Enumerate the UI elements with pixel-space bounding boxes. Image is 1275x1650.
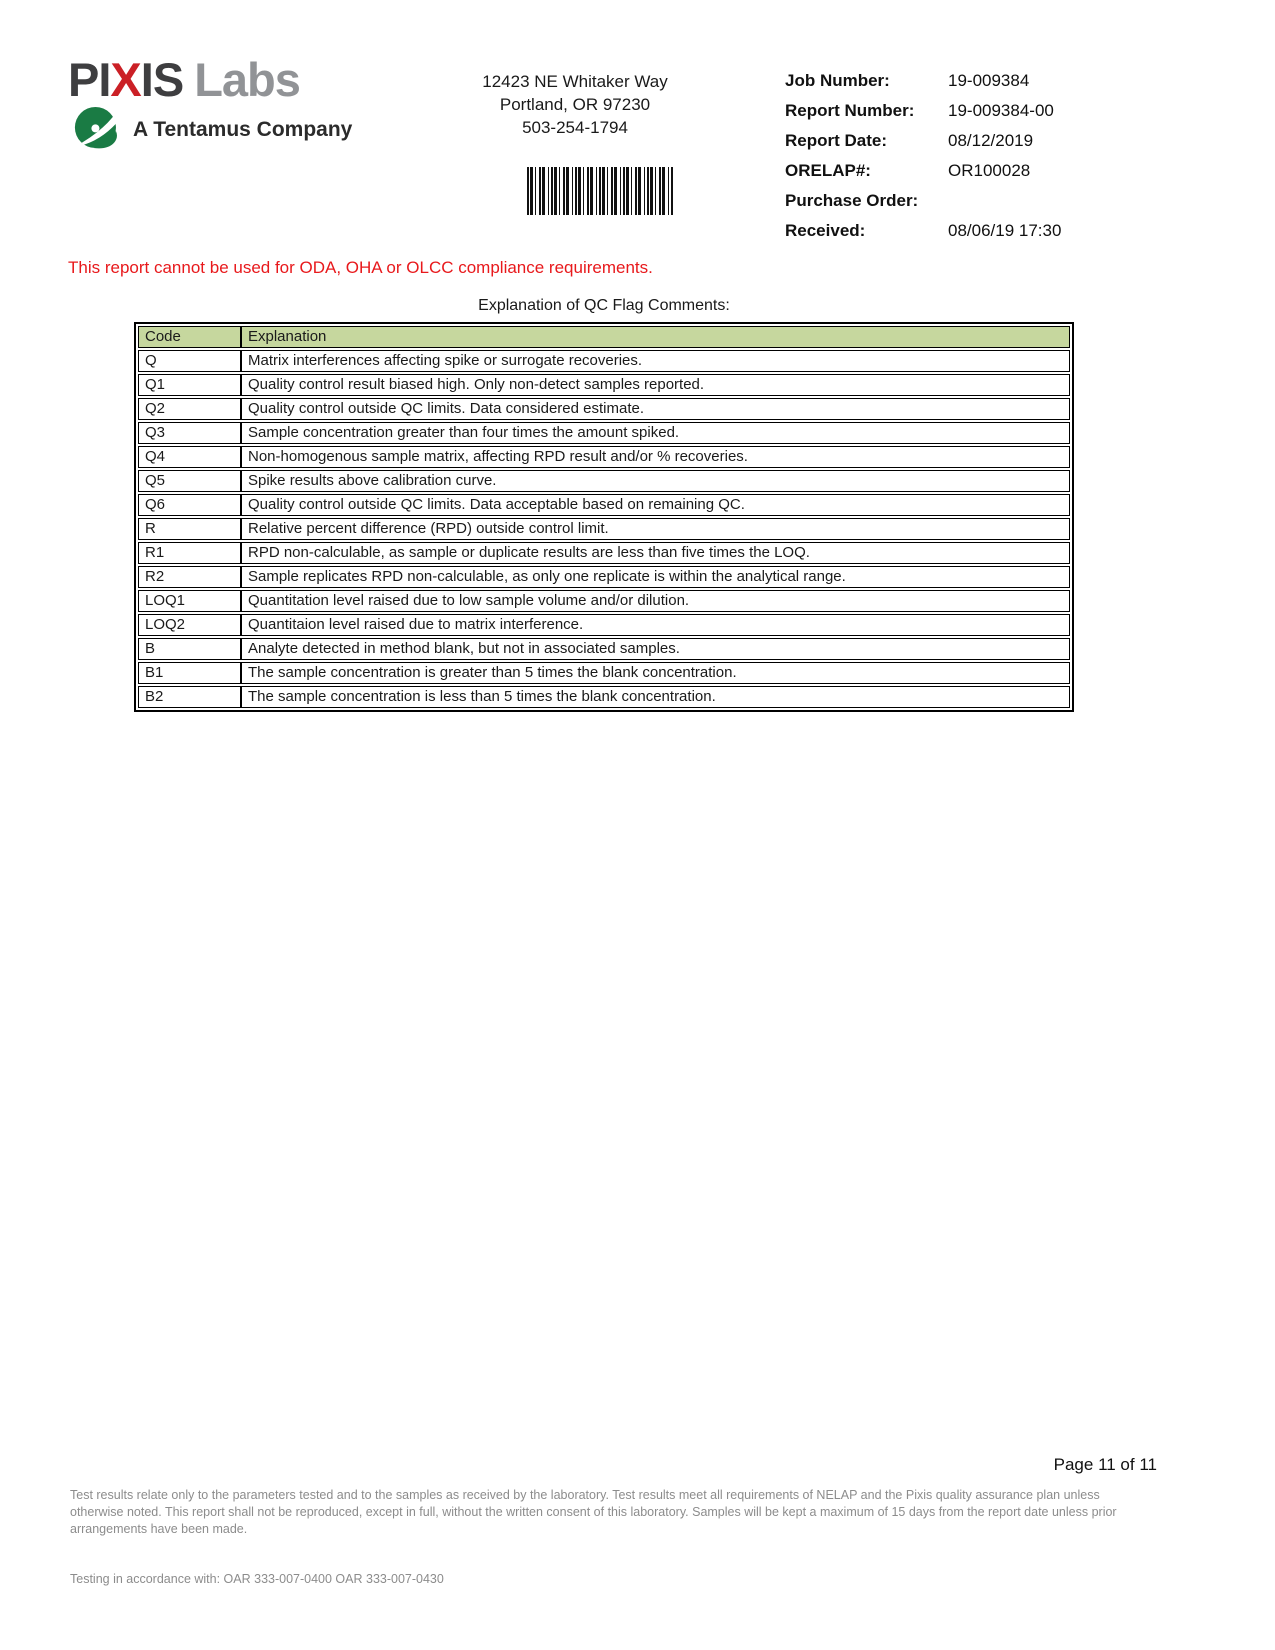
table-row (138, 374, 1070, 396)
qc-explanation-cell: Quality control result biased high. Only non-detect samples reported. (241, 375, 1069, 395)
qc-explanation-cell: RPD non-calculable, as sample or duplicate results are less than five times the LOQ. (241, 543, 1069, 563)
qc-explanation-cell: Relative percent difference (RPD) outside control limit. (241, 519, 1069, 539)
footer-disclaimer-line: otherwise noted. This report shall not be reproduced, except in full, without the written consent of this laboratory. Samples will be kept a maximum of 15 days from the report date unless prior (70, 1505, 1117, 1519)
qc-explanation-cell: Quality control outside QC limits. Data considered estimate. (241, 399, 1069, 419)
qc-explanation-cell: Quantitation level raised due to low sample volume and/or dilution. (241, 591, 1069, 611)
logo-wordmark (68, 53, 352, 106)
qc-code-cell: R1 (139, 543, 241, 563)
qc-explanation-cell: The sample concentration is less than 5 times the blank concentration. (241, 687, 1069, 707)
qc-explanation-cell: Spike results above calibration curve. (241, 471, 1069, 491)
logo-tagline: A Tentamus Company (133, 118, 353, 141)
job-info-value: 19-009384-00 (948, 101, 1054, 120)
address-line-3: 503-254-1794 (522, 118, 628, 137)
table-row (138, 686, 1070, 708)
qc-code-cell: Q2 (139, 399, 241, 419)
job-info-label: Job Number: (785, 71, 890, 90)
qc-code-cell: Q6 (139, 495, 241, 515)
table-row (138, 518, 1070, 540)
logo-wordmark-pi: PI (68, 53, 111, 106)
footer-disclaimer (70, 1487, 1180, 1538)
job-info-value: 08/12/2019 (948, 131, 1034, 150)
table-row (138, 662, 1070, 684)
compliance-note: This report cannot be used for ODA, OHA or OLCC compliance requirements. (68, 258, 653, 277)
job-info-row (785, 70, 1205, 91)
footer-disclaimer-line: Test results relate only to the parameters tested and to the samples as received by the laboratory. Test results meet all requirements of NELAP and the Pixis quality assurance plan unless (70, 1488, 1100, 1502)
table-row (138, 422, 1070, 444)
qc-code-cell: B1 (139, 663, 241, 683)
job-info-row (785, 130, 1205, 151)
page-number: Page 11 of 11 (1053, 1455, 1157, 1474)
table-row (138, 590, 1070, 612)
qc-code-cell: Q1 (139, 375, 241, 395)
qc-flag-section (134, 297, 1074, 712)
qc-code-cell: Q3 (139, 423, 241, 443)
qc-code-cell: LOQ2 (139, 615, 241, 635)
logo-wordmark-x: X (110, 53, 141, 106)
job-info-label: ORELAP#: (785, 161, 871, 180)
job-info-label: Purchase Order: (785, 191, 919, 210)
job-info-value: OR100028 (948, 161, 1031, 180)
lab-address (415, 70, 735, 139)
qc-code-cell: LOQ1 (139, 591, 241, 611)
qc-explanation-cell: Analyte detected in method blank, but not in associated samples. (241, 639, 1069, 659)
barcode (527, 167, 673, 215)
qc-explanation-cell: Quality control outside QC limits. Data acceptable based on remaining QC. (241, 495, 1069, 515)
table-row (138, 446, 1070, 468)
job-info-row (785, 220, 1205, 241)
qc-code-cell: Q (139, 351, 241, 371)
qc-explanation-cell: Quantitaion level raised due to matrix interference. (241, 615, 1069, 635)
job-info-value: 19-009384 (948, 71, 1030, 90)
job-info-block (785, 70, 1205, 250)
table-row (138, 542, 1070, 564)
qc-code-cell: B (139, 639, 241, 659)
qc-explanation-cell: The sample concentration is greater than 5 times the blank concentration. (241, 663, 1069, 683)
pixis-labs-logo (68, 53, 353, 154)
qc-explanation-cell: Non-homogenous sample matrix, affecting RPD result and/or % recoveries. (241, 447, 1069, 467)
qc-code-cell: Q4 (139, 447, 241, 467)
table-row (138, 614, 1070, 636)
job-info-label: Report Number: (785, 101, 915, 120)
tentamus-leaf-icon (74, 106, 124, 154)
job-info-label: Received: (785, 221, 866, 240)
qc-explanation-cell: Sample replicates RPD non-calculable, as only one replicate is within the analytical range. (241, 567, 1069, 587)
qc-table-body (138, 350, 1070, 708)
table-row (138, 638, 1070, 660)
table-row (138, 398, 1070, 420)
address-line-1: 12423 NE Whitaker Way (482, 72, 668, 91)
job-info-row (785, 100, 1205, 121)
qc-code-cell: R (139, 519, 241, 539)
table-row (138, 470, 1070, 492)
table-row (138, 566, 1070, 588)
qc-header-explanation: Explanation (241, 327, 1069, 347)
qc-explanation-cell: Matrix interferences affecting spike or surrogate recoveries. (241, 351, 1069, 371)
job-info-value: 08/06/19 17:30 (948, 221, 1062, 240)
qc-code-cell: R2 (139, 567, 241, 587)
qc-flag-table (134, 322, 1074, 712)
qc-table-header-row (138, 326, 1070, 348)
footer-testing-line: Testing in accordance with: OAR 333-007-0400 OAR 333-007-0430 (70, 1572, 444, 1586)
table-row (138, 494, 1070, 516)
qc-explanation-cell: Sample concentration greater than four times the amount spiked. (241, 423, 1069, 443)
logo-wordmark-is: IS (140, 53, 184, 106)
job-info-label: Report Date: (785, 131, 888, 150)
footer-disclaimer-line: arrangements have been made. (70, 1522, 248, 1536)
job-info-row (785, 160, 1205, 181)
logo-wordmark-labs: Labs (194, 53, 300, 106)
address-line-2: Portland, OR 97230 (499, 95, 651, 114)
qc-table-title: Explanation of QC Flag Comments: (478, 297, 730, 314)
table-row (138, 350, 1070, 372)
qc-code-cell: B2 (139, 687, 241, 707)
qc-header-code: Code (139, 327, 241, 347)
job-info-row (785, 190, 1205, 211)
qc-code-cell: Q5 (139, 471, 241, 491)
